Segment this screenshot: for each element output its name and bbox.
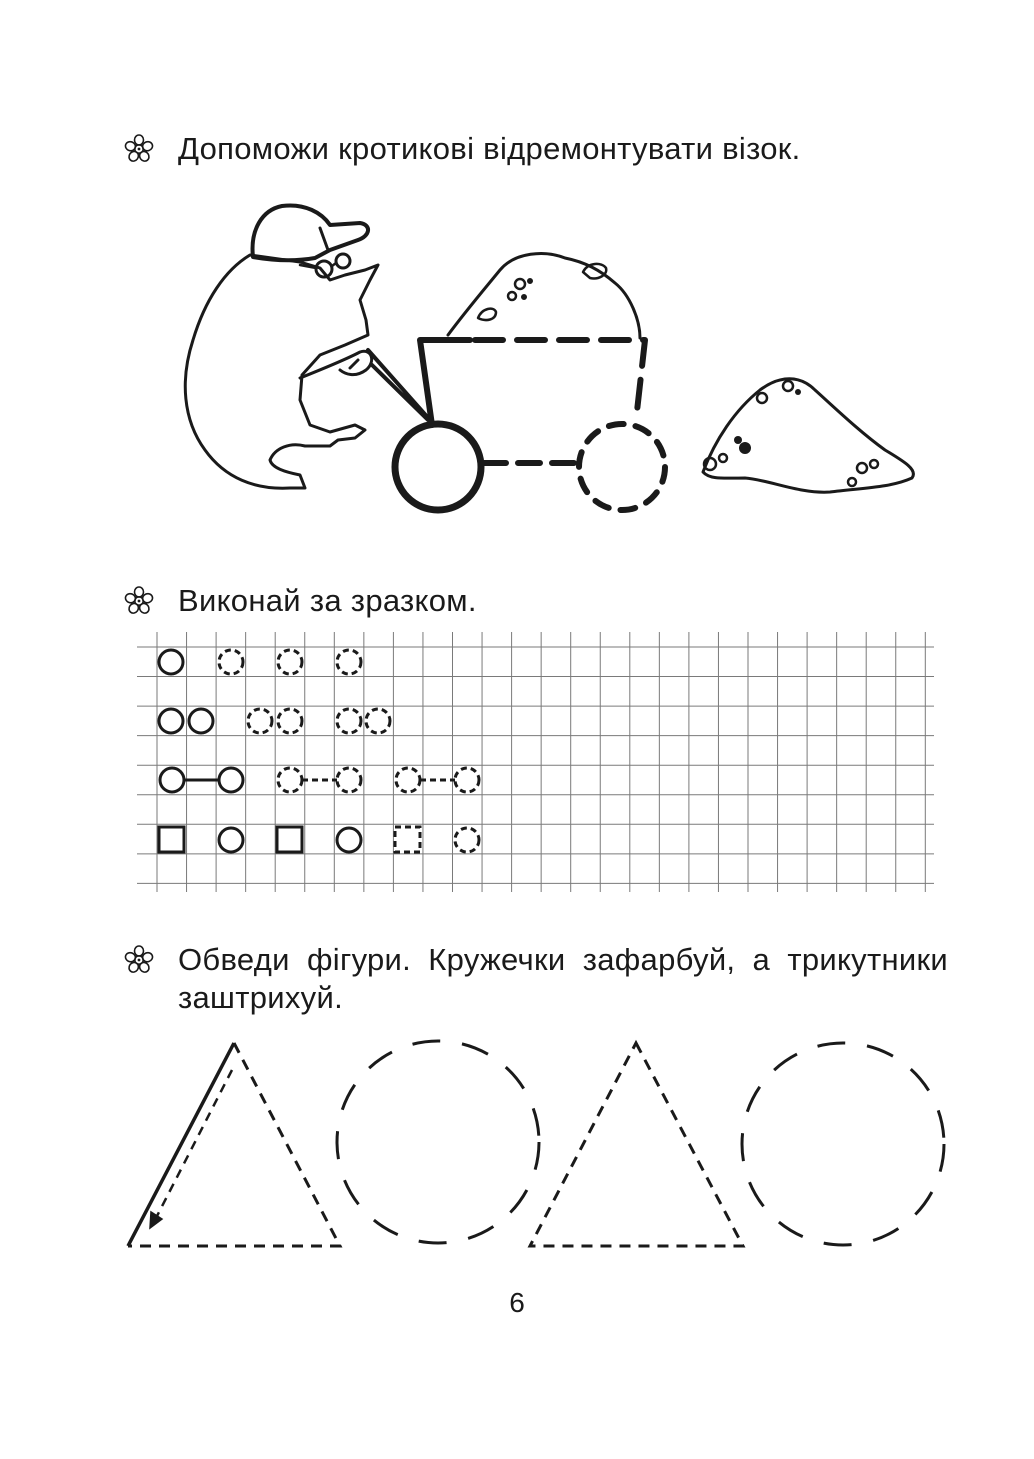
task-1-instruction: Допоможи кротикові відремонтувати візок. <box>178 131 801 166</box>
dashed-circle <box>278 650 302 674</box>
dashed-circle <box>337 768 361 792</box>
flower-icon <box>122 584 156 618</box>
flower-icon <box>122 132 156 166</box>
sample-circle <box>160 768 184 792</box>
dashed-circle <box>366 709 390 733</box>
circle-1 <box>337 1041 539 1243</box>
sample-circle <box>159 650 183 674</box>
dashed-circle <box>219 650 243 674</box>
rock-pile-ground <box>703 379 913 492</box>
pattern-grid <box>130 628 940 898</box>
mole-figure <box>185 255 378 488</box>
cart-dashed-side <box>475 340 645 420</box>
flower-icon <box>122 943 156 977</box>
cart-frame <box>420 340 470 425</box>
dashed-circle <box>396 768 420 792</box>
dashed-circle <box>278 768 302 792</box>
task-2 <box>122 582 477 620</box>
cart-wheel-solid <box>395 424 481 510</box>
cart-wheel-dashed <box>579 424 665 510</box>
mole-cart-illustration <box>170 195 930 525</box>
dashed-circle <box>337 650 361 674</box>
sample-circle <box>219 828 243 852</box>
dashed-circle <box>248 709 272 733</box>
circle-2 <box>742 1043 944 1245</box>
dashed-circle <box>455 828 479 852</box>
sample-circle <box>337 828 361 852</box>
task-1 <box>122 130 801 168</box>
triangle-1 <box>128 1043 340 1246</box>
rock-pile <box>448 254 640 338</box>
dashed-circle <box>278 709 302 733</box>
trace-shapes <box>120 1030 950 1260</box>
sample-circle <box>219 768 243 792</box>
triangle-2 <box>530 1043 743 1246</box>
grid-lines <box>137 632 934 892</box>
mole-cap <box>253 205 369 260</box>
task-2-instruction: Виконай за зразком. <box>178 583 477 618</box>
task-3 <box>122 941 952 1017</box>
dashed-circle <box>455 768 479 792</box>
task-3-instruction: Обведи фігури. Кружечки зафарбуй, а трикутники заштрихуй. <box>178 942 948 1015</box>
page-number: 6 <box>509 1287 525 1318</box>
sample-square <box>277 827 302 852</box>
sample-square <box>159 827 184 852</box>
sample-circle <box>189 709 213 733</box>
sample-circle <box>159 709 183 733</box>
trace-arrow <box>156 1070 232 1218</box>
dashed-circle <box>337 709 361 733</box>
dashed-square <box>395 827 420 852</box>
